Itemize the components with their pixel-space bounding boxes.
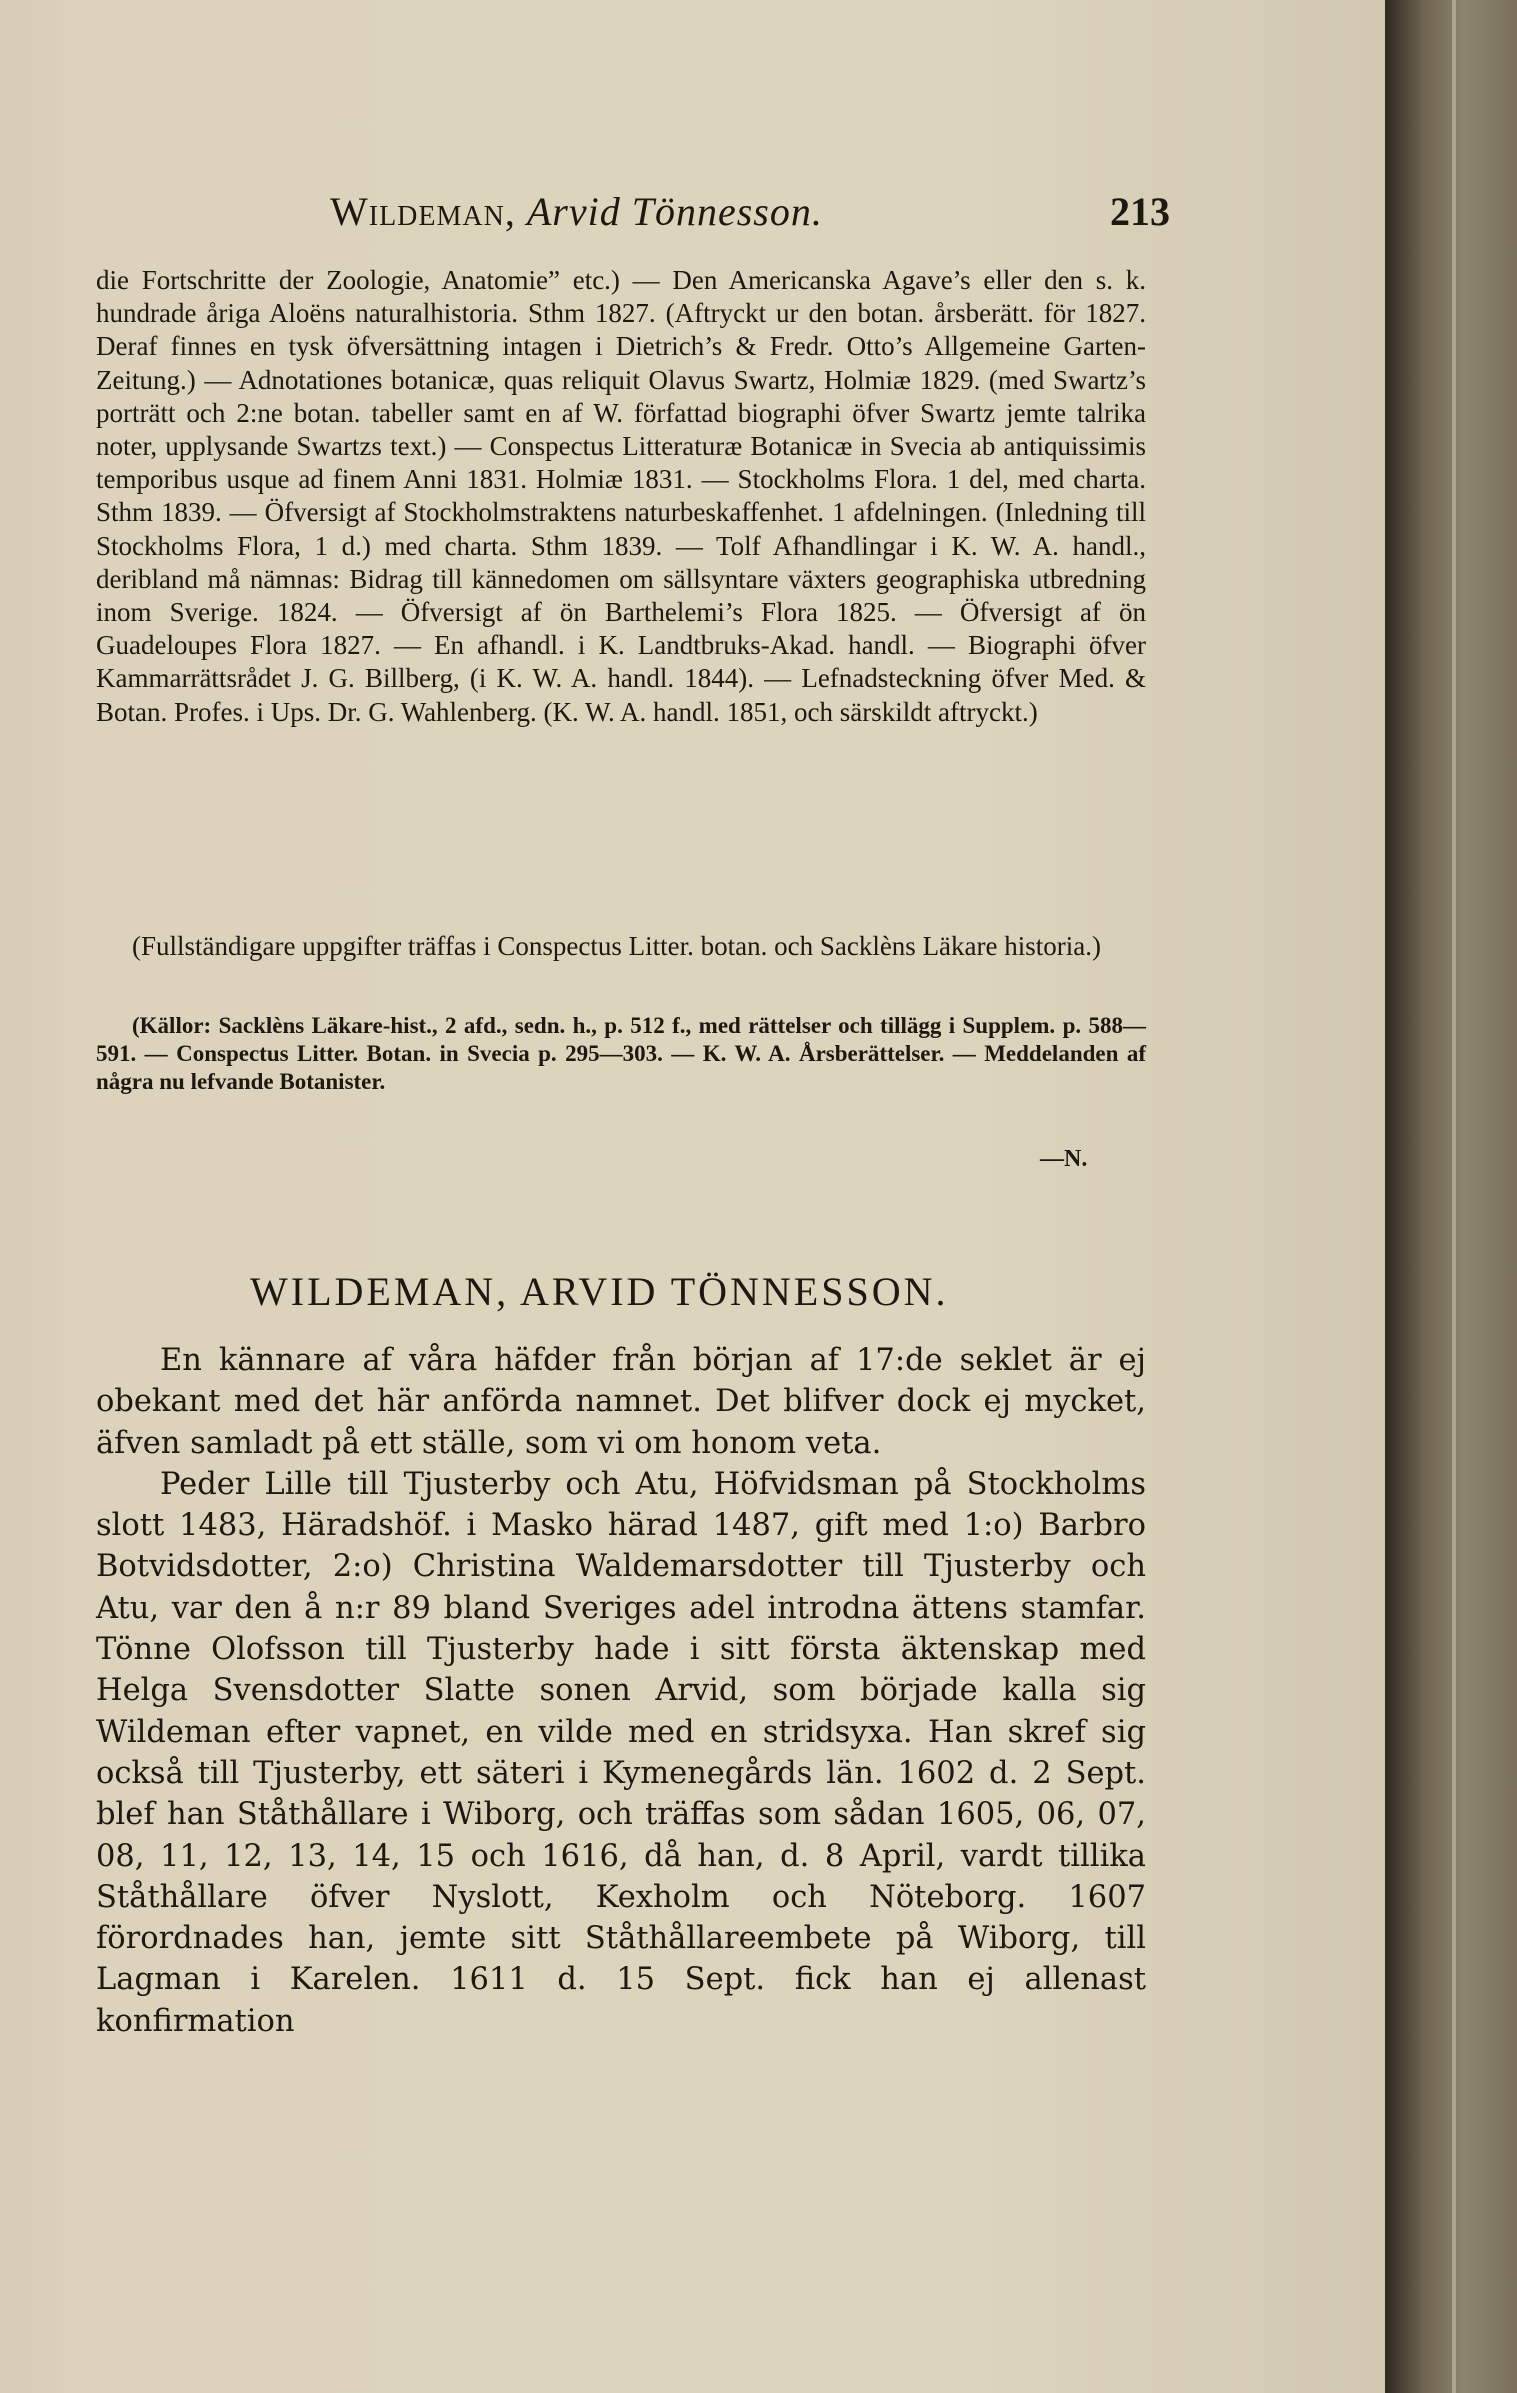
- fuller-info-paragraph: (Fullständigare uppgifter träffas i Conspectus Litter. botan. och Sacklèns Läkare historia.): [132, 931, 1101, 961]
- sources-block: [96, 1012, 1146, 1096]
- running-head-surname: Wildeman,: [330, 189, 516, 234]
- fuller-info-block: [132, 930, 1146, 963]
- running-head-title: [330, 188, 823, 235]
- body-paragraph: En kännare af våra häfder från början af 17:de seklet är ej obekant med det här anförda namnet. Det blifver dock ej mycket, äfven samladt på ett ställe, som vi om honom veta.: [96, 1343, 1146, 1461]
- page-number: 213: [1110, 189, 1170, 234]
- book-page-edge-line: [1452, 0, 1456, 2393]
- author-signature: —N.: [1040, 1146, 1088, 1172]
- sources-paragraph: (Källor: Sacklèns Läkare-hist., 2 afd., sedn. h., p. 512 f., med rättelser och tillägg i Supplem. p. 588—591. — Conspectus Litter. Botan. in Svecia p. 295—303. — K. W. A. Årsberättelser. — Meddelanden af några nu lefvande Botanister.: [96, 1013, 1146, 1094]
- bibliography-paragraph: die Fortschritte der Zoologie, Anatomie” etc.) — Den Americanska Agave’s eller den s. k. hundrade åriga Aloëns naturalhistoria. Sthm 1827. (Aftryckt ur den botan. årsberätt. för 1827. Deraf finnes en tysk öfversättning intagen i Dietrich’s & Fredr. Otto’s Allgemeine Garten-Zeitung.) — Adnotationes botanicæ, quas reliquit Olavus Swartz, Holmiæ 1829. (med Swartz’s porträtt och 2:ne botan. tabeller samt en af W. författad biographi öfver Swartz jemte talrika noter, upplysande Swartzs text.) — Conspectus Litteraturæ Botanicæ in Svecia ab antiquissimis temporibus usque ad finem Anni 1831. Holmiæ 1831. — Stockholms Flora. 1 del, med charta. Sthm 1839. — Öfversigt af Stockholmstraktens naturbeskaffenhet. 1 afdelningen. (Inledning till Stockholms Flora, 1 d.) med charta. Sthm 1839. — Tolf Afhandlingar i K. W. A. handl., deribland må nämnas: Bidrag till kännedomen om sällsyntare växters geographiska utbredning inom Sverige. 1824. — Öfversigt af ön Barthelemi’s Flora 1825. — Öfversigt af ön Guadeloupes Flora 1827. — En afhandl. i K. Landtbruks-Akad. handl. — Biographi öfver Kammarrättsrådet J. G. Billberg, (i K. W. A. handl. 1844). — Lefnadsteckning öfver Med. & Botan. Profes. i Ups. Dr. G. Wahlenberg. (K. W. A. handl. 1851, och särskildt aftryckt.): [96, 265, 1146, 727]
- book-page-edge: [1385, 0, 1517, 2393]
- section-heading: WILDEMAN, ARVID TÖNNESSON.: [250, 1269, 949, 1314]
- body-paragraph: Peder Lille till Tjusterby och Atu, Höfvidsman på Stockholms slott 1483, Häradshöf. i Masko härad 1487, gift med 1:o) Barbro Botvidsdotter, 2:o) Christina Waldemarsdotter till Tjusterby och Atu, var den å n:r 89 bland Sveriges adel introdna ättens stamfar. Tönne Olofsson till Tjusterby hade i sitt första äktenskap med Helga Svensdotter Slatte sonen Arvid, som började kalla sig Wildeman efter vapnet, en vilde med en stridsyxa. Han skref sig också till Tjusterby, ett säteri i Kymenegårds län. 1602 d. 2 Sept. blef han Ståthållare i Wiborg, och träffas som sådan 1605, 06, 07, 08, 11, 12, 13, 14, 15 och 1616, då han, d. 8 April, vardt tillika Ståthållare öfver Nyslott, Kexholm och Nöteborg. 1607 förordnades han, jemte sitt Ståthållareembete på Wiborg, till Lagman i Karelen. 1611 d. 15 Sept. fick han ej allenast konfirmation: [96, 1466, 1146, 2039]
- bibliography-block: [96, 264, 1146, 729]
- running-header: [95, 188, 1170, 238]
- running-head-given-names: Arvid Tönnesson.: [526, 189, 823, 234]
- article-body: [96, 1340, 1146, 2042]
